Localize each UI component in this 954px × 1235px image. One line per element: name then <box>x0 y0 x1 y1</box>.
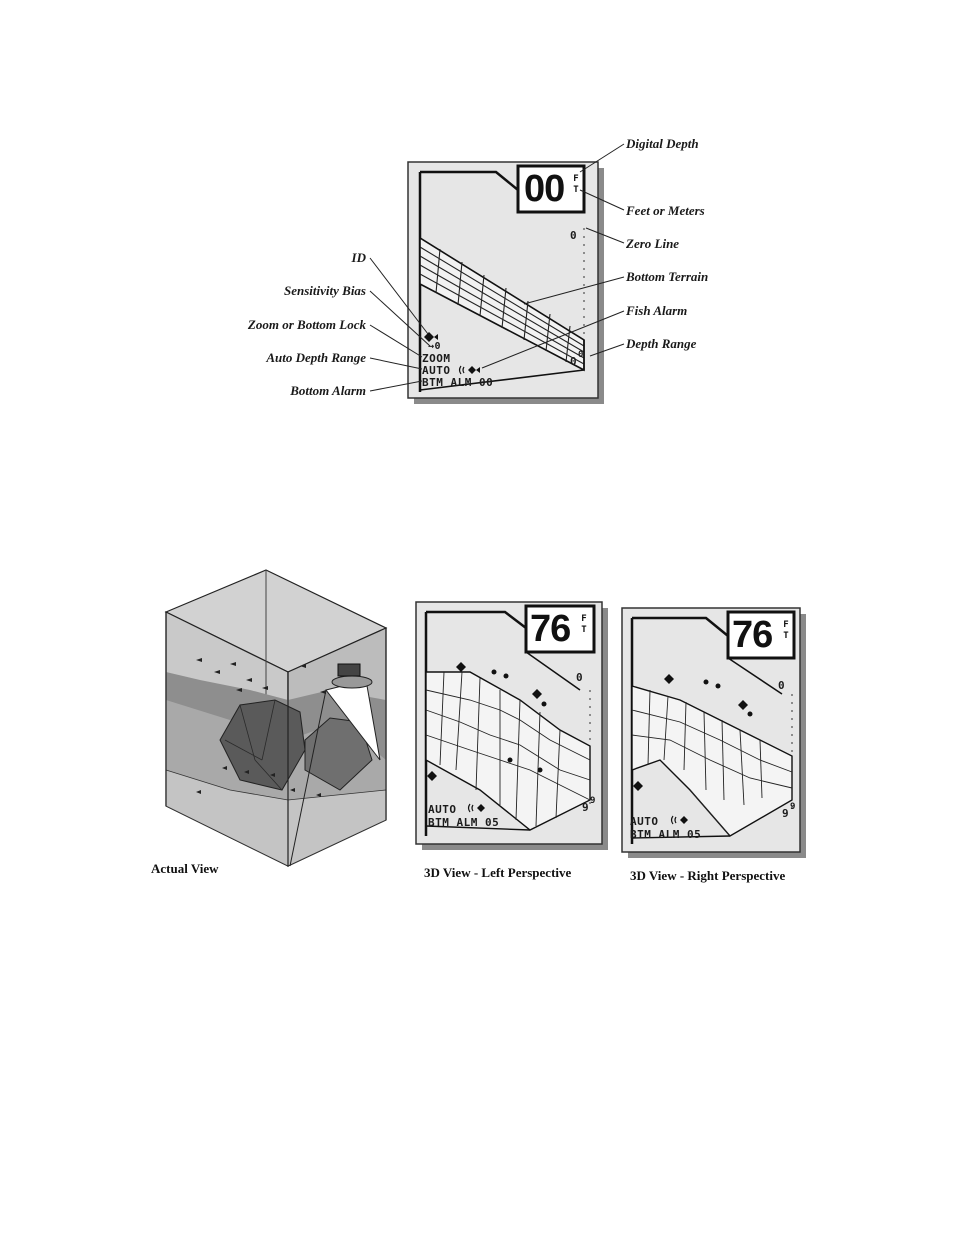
left-unit-bottom-letter: T <box>581 625 587 635</box>
right-unit-bottom-letter: T <box>783 631 789 641</box>
caption-left-perspective: 3D View - Left Perspective <box>424 865 572 880</box>
zoom-label: ZOOM <box>422 352 451 365</box>
right-zero-line-label: 0 <box>778 679 786 692</box>
callout-bottom-alarm: Bottom Alarm <box>290 383 366 398</box>
right-auto-label: AUTO <box>630 815 659 828</box>
unit-bottom-letter: T <box>573 185 579 195</box>
digital-depth-readout: 00 <box>524 168 565 210</box>
left-digital-depth-readout: 76 <box>530 608 571 650</box>
left-zero-line-label: 0 <box>576 671 584 684</box>
zero-line-label: 0 <box>570 229 578 242</box>
callout-zero-line: Zero Line <box>626 236 680 251</box>
left-unit-top-letter: F <box>581 614 587 624</box>
right-bottom-alarm-label: BTM ALM 05 <box>630 828 702 841</box>
callout-auto-depth-range: Auto Depth Range <box>266 350 366 365</box>
callout-digital-depth: Digital Depth <box>626 136 699 151</box>
auto-label: AUTO <box>422 364 451 377</box>
callout-zoom-or-bottom-lock: Zoom or Bottom Lock <box>247 317 366 332</box>
left-depth-range-label: 9 <box>582 801 590 814</box>
caption-actual-view: Actual View <box>151 861 219 876</box>
caption-right-perspective: 3D View - Right Perspective <box>630 868 786 883</box>
bottom-alarm-label: BTM ALM 00 <box>422 376 494 389</box>
sensitivity-bias-mark: →0 <box>428 341 442 352</box>
callout-depth-range: Depth Range <box>626 336 697 351</box>
callout-sensitivity-bias: Sensitivity Bias <box>284 283 366 298</box>
callout-feet-or-meters: Feet or Meters <box>626 203 705 218</box>
callout-fish-alarm: Fish Alarm <box>626 303 688 318</box>
depth-range-label: 0 <box>570 355 578 368</box>
right-digital-depth-readout: 76 <box>732 614 773 656</box>
unit-top-letter: F <box>573 174 579 184</box>
right-unit-top-letter: F <box>783 620 789 630</box>
left-depth-range-superscript: 9 <box>590 796 596 806</box>
right-depth-range-superscript: 9 <box>790 802 796 812</box>
left-auto-label: AUTO <box>428 803 457 816</box>
left-bottom-alarm-label: BTM ALM 05 <box>428 816 500 829</box>
right-depth-range-label: 9 <box>782 807 790 820</box>
callout-id: ID <box>351 250 366 265</box>
depth-range-superscript: 0 <box>578 350 584 360</box>
callout-bottom-terrain: Bottom Terrain <box>626 269 709 284</box>
